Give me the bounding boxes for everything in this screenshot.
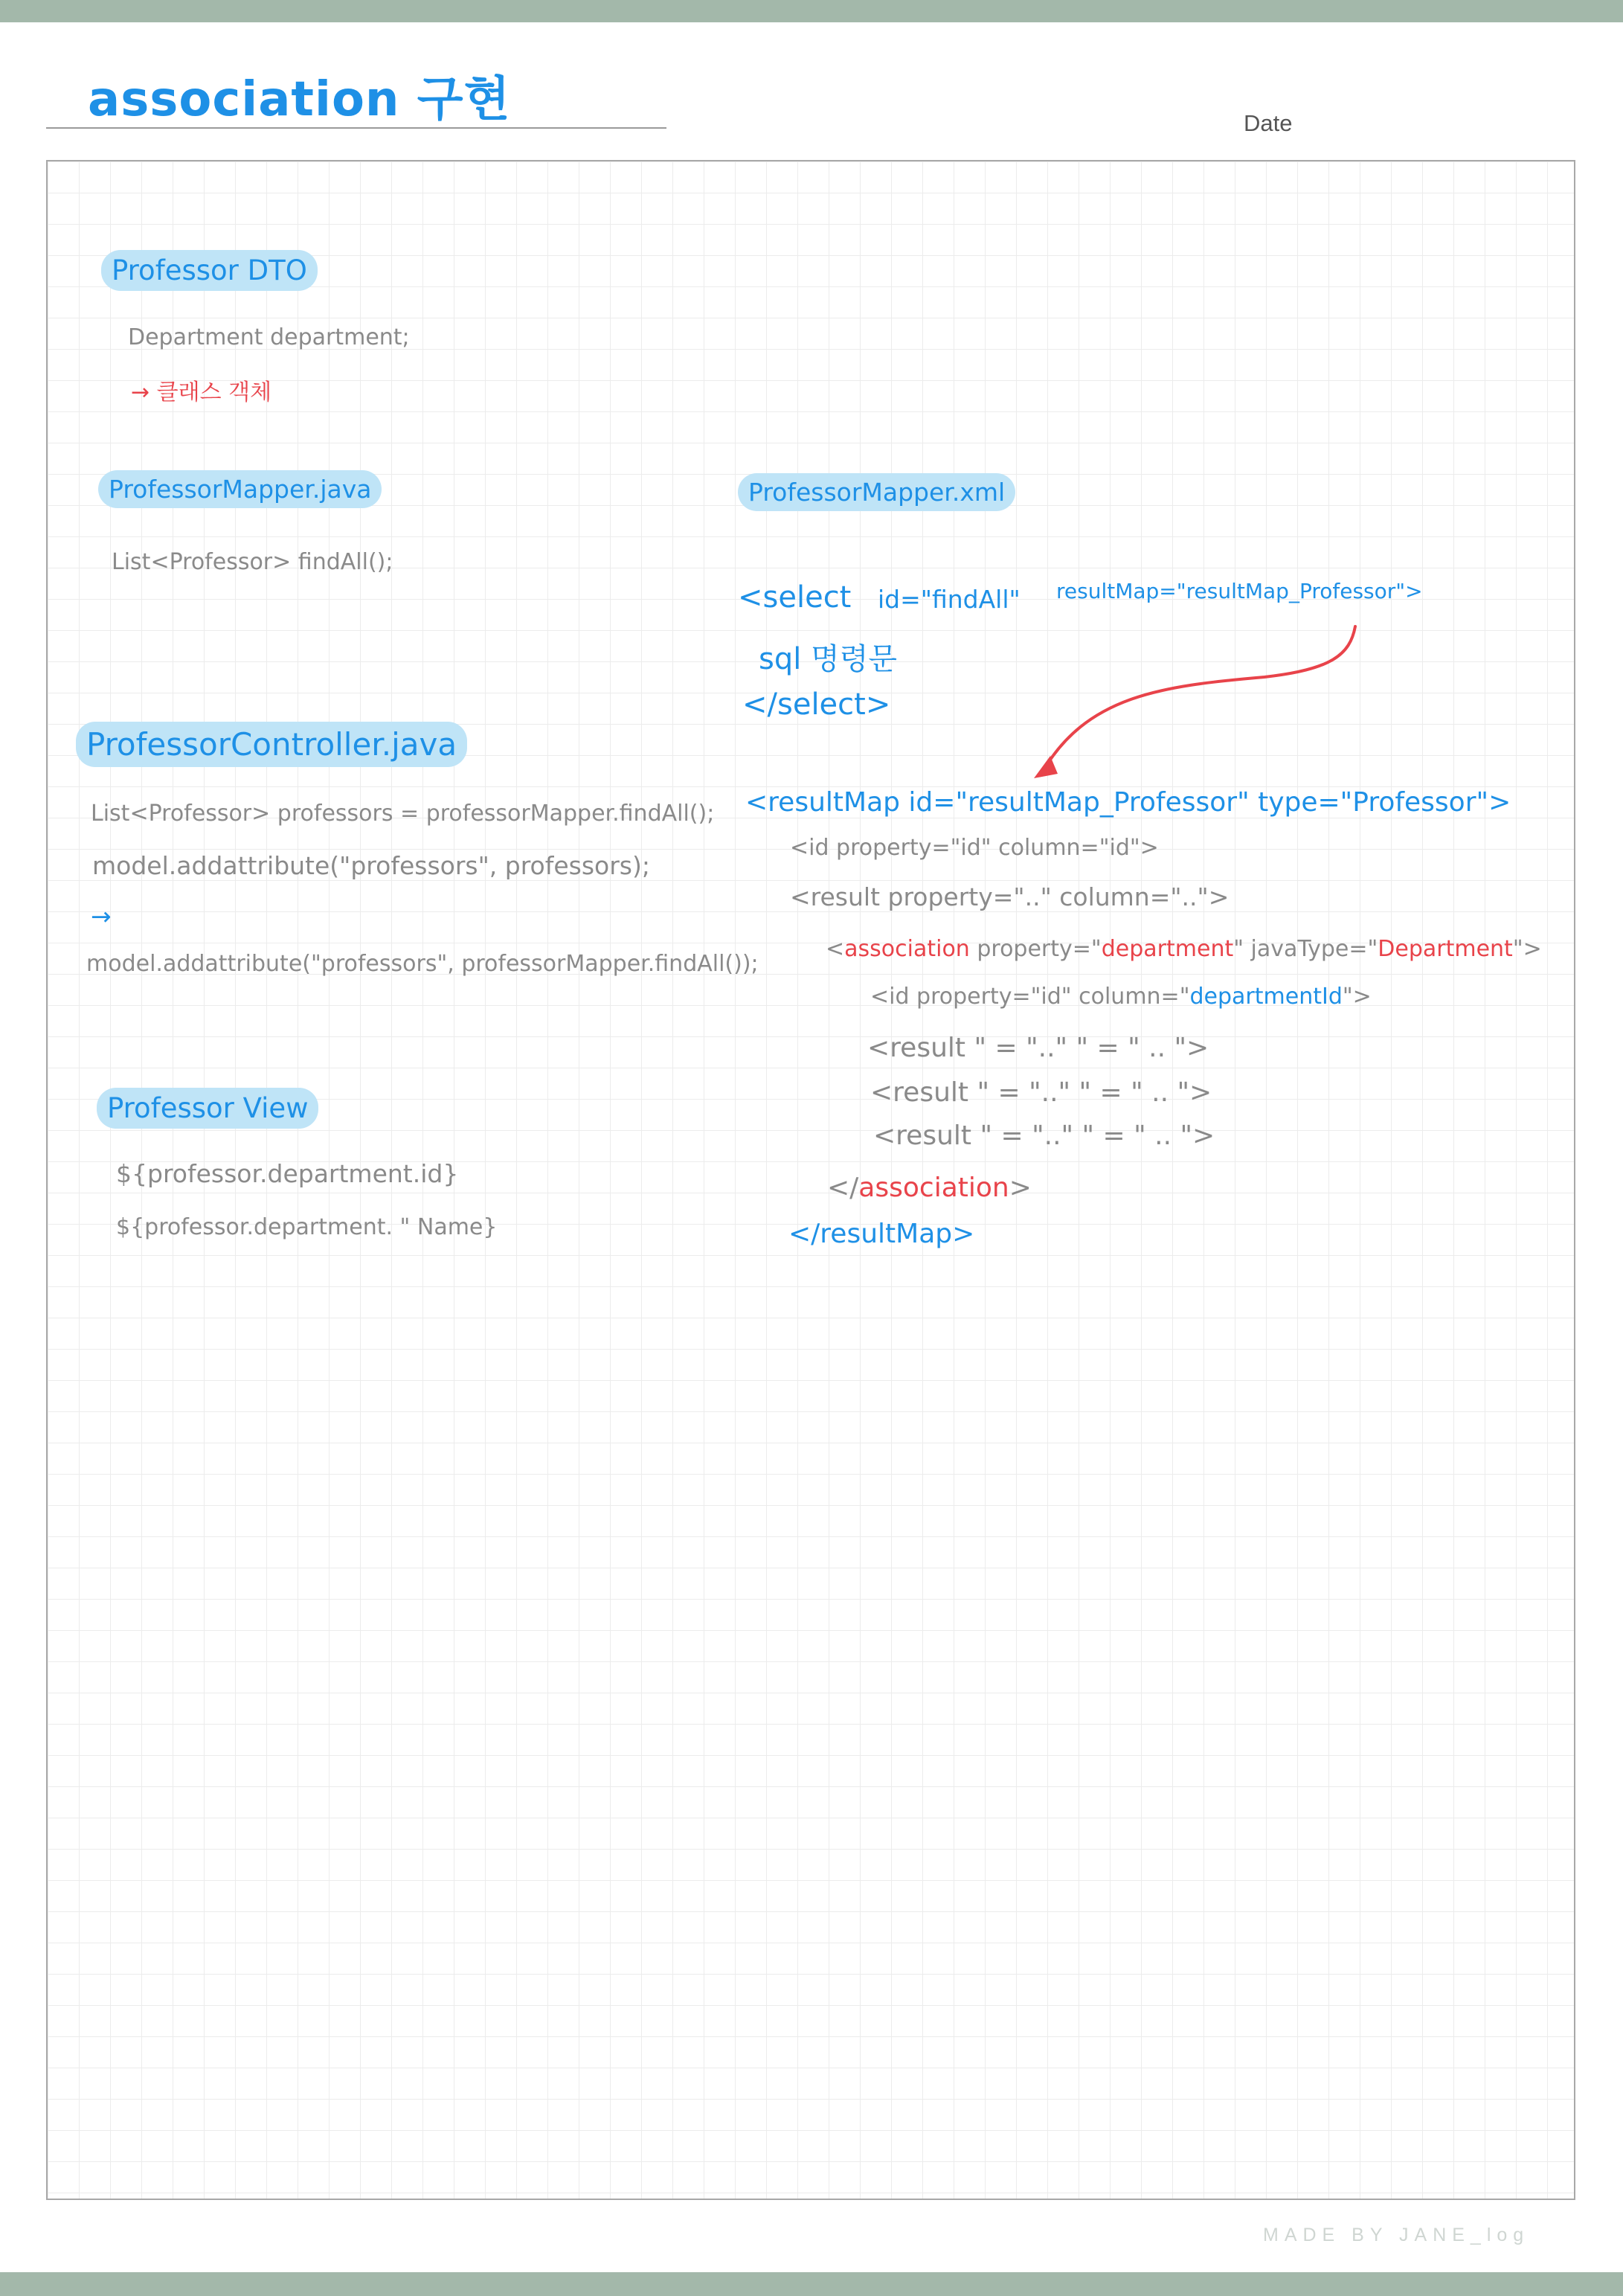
resultmap-close-tag: </resultMap> — [788, 1219, 975, 1249]
date-label: Date — [1244, 110, 1293, 136]
association-close-tag: </association> — [827, 1173, 1032, 1203]
select-resultmap-attr: resultMap="resultMap_Professor"> — [1056, 579, 1423, 603]
resultmap-open-tag: <resultMap id="resultMap_Professor" type="Professor"> — [745, 787, 1511, 818]
footer-credit: MADE BY JANE_log — [1263, 2225, 1530, 2245]
controller-arrow: → — [91, 902, 112, 931]
view-heading: Professor View — [97, 1088, 318, 1129]
select-id-attr: id="findAll" — [878, 585, 1021, 614]
view-line-1: ${professor.department.id} — [116, 1159, 459, 1188]
mapper-java-line: List<Professor> findAll(); — [112, 549, 393, 575]
select-open-tag: <select — [738, 580, 852, 615]
mapper-java-heading: ProfessorMapper.java — [98, 470, 382, 508]
select-close-tag: </select> — [742, 687, 891, 722]
dto-heading: Professor DTO — [101, 250, 318, 291]
resultmap-id-line: <id property="id" column="id"> — [790, 835, 1159, 861]
association-result-3: <result " = ".." " = " .. "> — [873, 1120, 1215, 1151]
controller-heading: ProfessorController.java — [76, 722, 467, 767]
controller-line-1: List<Professor> professors = professorMapper.findAll(); — [91, 801, 715, 827]
view-line-2: ${professor.department. " Name} — [116, 1214, 498, 1240]
association-result-2: <result " = ".." " = " .. "> — [870, 1077, 1212, 1108]
association-open-tag: <association property="department" javaType="Department"> — [826, 936, 1542, 962]
mapper-xml-heading: ProfessorMapper.xml — [738, 473, 1015, 511]
association-id-line: <id property="id" column="departmentId"> — [870, 984, 1372, 1010]
dto-field: Department department; — [128, 324, 410, 350]
association-result-1: <result " = ".." " = " .. "> — [867, 1033, 1209, 1063]
page-title: association 구현 — [88, 72, 511, 127]
top-band — [0, 0, 1623, 22]
dto-note: → 클래스 객체 — [131, 379, 272, 405]
controller-line-3: model.addattribute("professors", professorMapper.findAll()); — [86, 951, 759, 977]
select-body: sql 명령문 — [759, 642, 897, 676]
resultmap-result-line: <result property=".." column=".."> — [790, 882, 1230, 911]
controller-line-2: model.addattribute("professors", professors); — [92, 851, 650, 880]
bottom-band — [0, 2272, 1623, 2296]
title-underline — [46, 127, 666, 129]
